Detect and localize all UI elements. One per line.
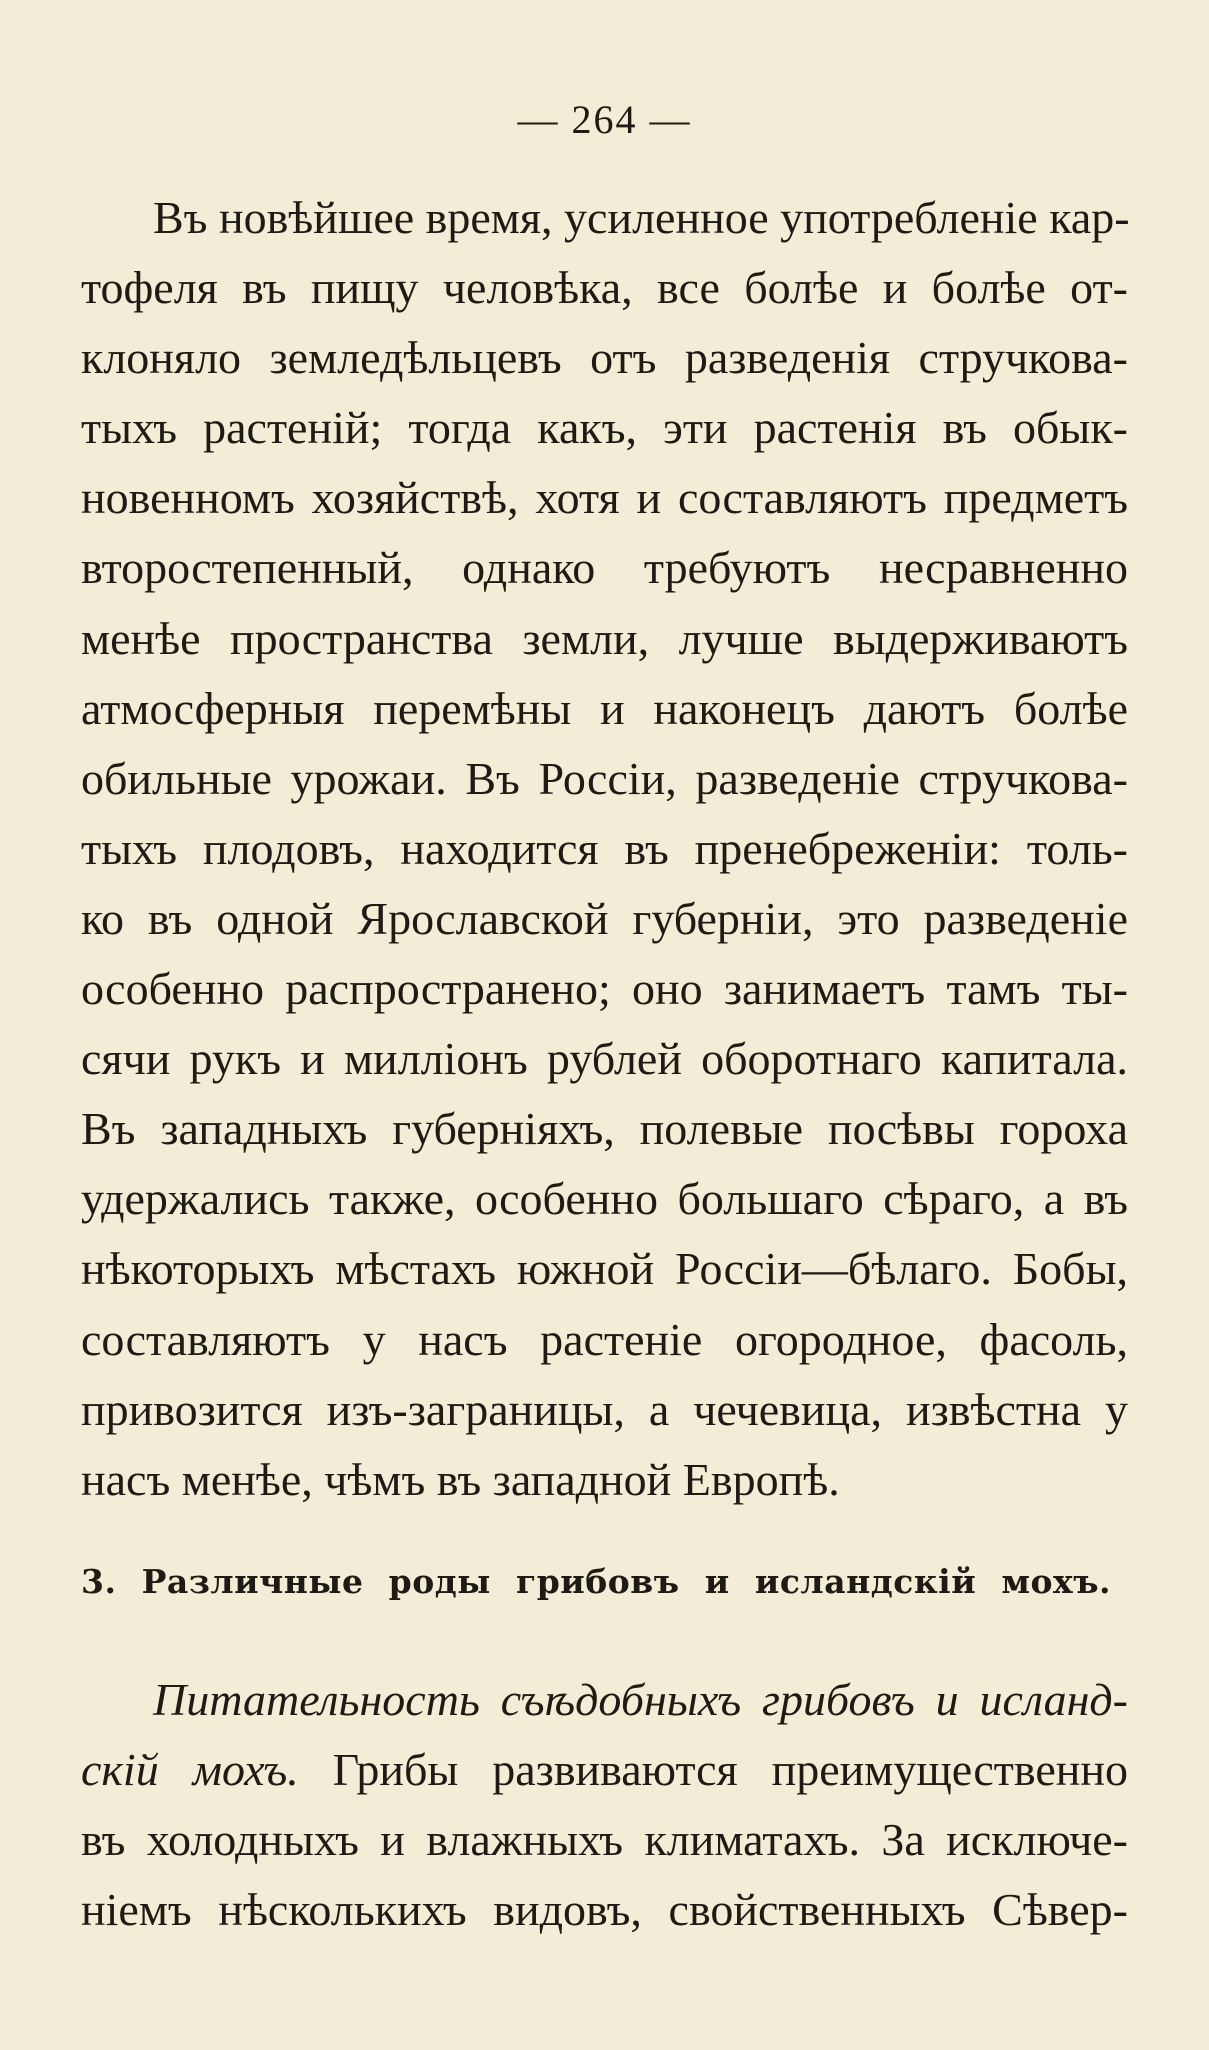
text-line: ніемъ нѣсколькихъ видовъ, свойственныхъ Сѣвер- bbox=[81, 1884, 1128, 1936]
text-line: Въ новѣйшее время, усиленное употребленіе кар- bbox=[153, 192, 1130, 243]
main-paragraph bbox=[81, 183, 1128, 1515]
page-number: — 264 — bbox=[517, 97, 692, 142]
section-heading: 3. Различные роды грибовъ и исландскій мохъ. bbox=[81, 1562, 1111, 1601]
text-line: сячи рукъ и милліонъ рублей оборотнаго капитала. bbox=[81, 1033, 1128, 1085]
text-line-rest: Грибы развиваются преимущественно bbox=[332, 1744, 1128, 1796]
text-line-mixed bbox=[81, 1735, 1128, 1805]
text-line: въ холодныхъ и влажныхъ климатахъ. За исключе- bbox=[81, 1814, 1128, 1866]
text-line: тыхъ растеній; тогда какъ, эти растенія въ обык- bbox=[81, 402, 1128, 454]
text-line: тыхъ плодовъ, находится въ пренебреженіи: толь- bbox=[81, 822, 1128, 874]
text-line: привозится изъ-заграницы, а чечевица, извѣстна у bbox=[81, 1383, 1128, 1435]
italic-lead-line: Питательность съѣдобныхъ грибовъ и исланд- bbox=[153, 1674, 1128, 1725]
text-line: атмосферныя перемѣны и наконецъ даютъ болѣе bbox=[81, 682, 1128, 734]
text-line: клоняло земледѣльцевъ отъ разведенія стручкова- bbox=[81, 332, 1128, 384]
text-line: ко въ одной Ярославской губерніи, это разведеніе bbox=[81, 892, 1128, 944]
text-line: новенномъ хозяйствѣ, хотя и составляютъ предметъ bbox=[81, 472, 1128, 524]
text-line: нѣкоторыхъ мѣстахъ южной Россіи—бѣлаго. Бобы, bbox=[81, 1243, 1128, 1295]
text-line: второстепенный, однако требуютъ несравненно bbox=[81, 542, 1128, 594]
text-line: удержались также, особенно большаго сѣраго, а въ bbox=[81, 1173, 1128, 1225]
text-line: обильные урожаи. Въ Россіи, разведеніе стручкова- bbox=[81, 752, 1128, 804]
text-line: составляютъ у насъ растеніе огородное, фасоль, bbox=[81, 1313, 1128, 1365]
text-line: насъ менѣе, чѣмъ въ западной Европѣ. bbox=[81, 1453, 840, 1505]
italic-lead-end: скій мохъ. bbox=[81, 1744, 299, 1796]
text-line: менѣе пространства земли, лучше выдерживаютъ bbox=[81, 612, 1128, 664]
text-line: особенно распространено; оно занимаетъ тамъ ты- bbox=[81, 963, 1128, 1015]
text-line: Въ западныхъ губерніяхъ, полевые посѣвы гороха bbox=[81, 1103, 1128, 1155]
text-line: тофеля въ пищу человѣка, все болѣе и болѣе от- bbox=[81, 262, 1128, 314]
section-paragraph bbox=[81, 1665, 1128, 1945]
